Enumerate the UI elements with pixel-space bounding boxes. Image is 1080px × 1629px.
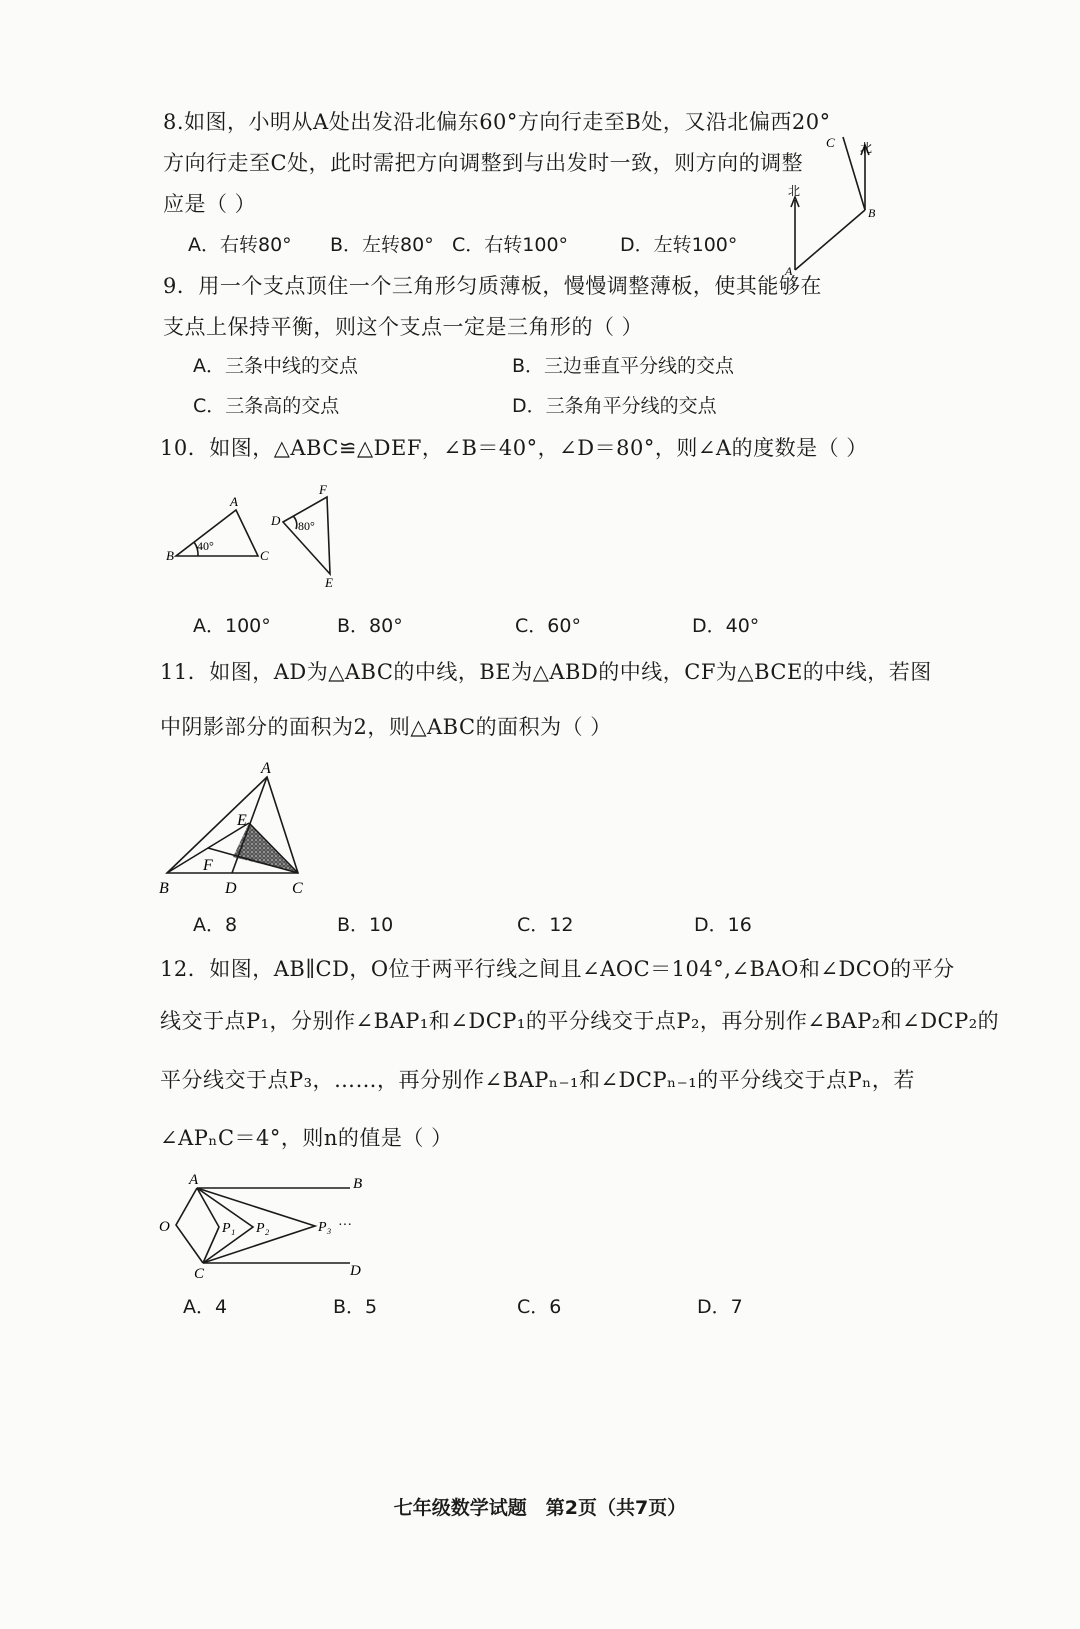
q11-point-c: C xyxy=(292,880,303,897)
q12-option-b: B．5 xyxy=(333,1296,378,1318)
q11-point-a: A xyxy=(261,760,271,777)
q11-line-1: 11．如图，AD为△ABC的中线，BE为△ABD的中线，CF为△BCE的中线，若图 xyxy=(160,660,932,684)
q11-point-d: D xyxy=(225,880,237,897)
q10-point-a: A xyxy=(230,494,238,509)
q12-line-2: 线交于点P₁，分别作∠BAP₁和∠DCP₁的平分线交于点P₂，再分别作∠BAP₂和∠DCP₂的 xyxy=(160,1009,1000,1033)
q11-point-f: F xyxy=(203,857,213,874)
q12-line-4: ∠APₙC＝4°，则n的值是（ ） xyxy=(160,1126,453,1150)
q8-option-b: B．左转80° xyxy=(330,234,434,256)
q8-option-a: A．右转80° xyxy=(188,234,292,256)
q8-option-c: C．右转100° xyxy=(452,234,569,256)
q10-point-e: E xyxy=(325,575,333,590)
q12-option-a: A．4 xyxy=(183,1296,228,1318)
q11-point-b: B xyxy=(159,880,169,897)
q10-option-d: D．40° xyxy=(692,615,760,637)
q10-point-b: B xyxy=(166,548,174,563)
q10-line-1: 10．如图，△ABC≌△DEF，∠B＝40°，∠D＝80°，则∠A的度数是（ ） xyxy=(160,436,868,460)
q10-point-c: C xyxy=(260,548,269,563)
q12-point-p3: P₃ xyxy=(318,1220,332,1235)
q12-point-b: B xyxy=(353,1176,363,1192)
q9-option-d: D．三条角平分线的交点 xyxy=(512,395,717,417)
q12-parallel-lines-figure xyxy=(155,1168,375,1283)
q11-option-a: A．8 xyxy=(193,914,238,936)
q12-line-1: 12．如图，AB∥CD，O位于两平行线之间且∠AOC＝104°,∠BAO和∠DCO的平分 xyxy=(160,957,955,981)
page-footer: 七年级数学试题 第2页（共7页） xyxy=(393,1497,687,1519)
q10-option-b: B．80° xyxy=(337,615,403,637)
q9-option-a: A．三条中线的交点 xyxy=(193,355,358,377)
q12-line-3: 平分线交于点P₃，……，再分别作∠BAPₙ₋₁和∠DCPₙ₋₁的平分线交于点Pₙ，若 xyxy=(160,1068,915,1092)
q11-point-e: E xyxy=(237,812,247,829)
q10-point-d: D xyxy=(271,513,281,528)
q12-point-c: C xyxy=(194,1266,205,1282)
q8-line-1: 8.如图，小明从A处出发沿北偏东60°方向行走至B处，又沿北偏西20° xyxy=(163,110,831,134)
q12-ellipsis: ··· xyxy=(338,1218,352,1233)
q12-point-o: O xyxy=(159,1219,170,1235)
q10-angle-b: 40° xyxy=(197,539,214,553)
q11-triangle-figure xyxy=(155,755,320,900)
q9-line-2: 支点上保持平衡，则这个支点一定是三角形的（ ） xyxy=(163,315,644,339)
q11-option-b: B．10 xyxy=(337,914,394,936)
q8-point-a: A xyxy=(785,264,793,278)
q12-option-c: C．6 xyxy=(517,1296,562,1318)
q11-line-2: 中阴影部分的面积为2，则△ABC的面积为（ ） xyxy=(160,715,612,739)
q10-point-f: F xyxy=(319,484,327,497)
q8-line-3: 应是（ ） xyxy=(163,192,257,216)
q11-option-d: D．16 xyxy=(694,914,752,936)
q12-point-p2: P₂ xyxy=(256,1221,270,1236)
q8-direction-figure xyxy=(780,125,890,280)
q9-option-b: B．三边垂直平分线的交点 xyxy=(512,355,735,377)
q8-option-d: D．左转100° xyxy=(620,234,738,256)
q12-point-p1: P₁ xyxy=(222,1221,236,1236)
q8-north-label-2: 北 xyxy=(860,141,873,155)
q9-line-1: 9．用一个支点顶住一个三角形匀质薄板，慢慢调整薄板，使其能够在 xyxy=(163,274,822,298)
q12-point-a: A xyxy=(189,1172,199,1188)
q12-option-d: D．7 xyxy=(697,1296,743,1318)
q9-option-c: C．三条高的交点 xyxy=(193,395,340,417)
q8-point-c: C xyxy=(826,135,835,150)
q10-angle-d: 80° xyxy=(298,519,315,533)
q8-north-label-1: 北 xyxy=(788,184,801,198)
q8-line-2: 方向行走至C处，此时需把方向调整到与出发时一致，则方向的调整 xyxy=(163,151,804,175)
q10-option-a: A．100° xyxy=(193,615,271,637)
q10-option-c: C．60° xyxy=(515,615,581,637)
q8-point-b: B xyxy=(868,206,876,220)
q10-triangles-figure xyxy=(160,484,350,594)
q12-point-d: D xyxy=(350,1263,361,1279)
q11-option-c: C．12 xyxy=(517,914,574,936)
